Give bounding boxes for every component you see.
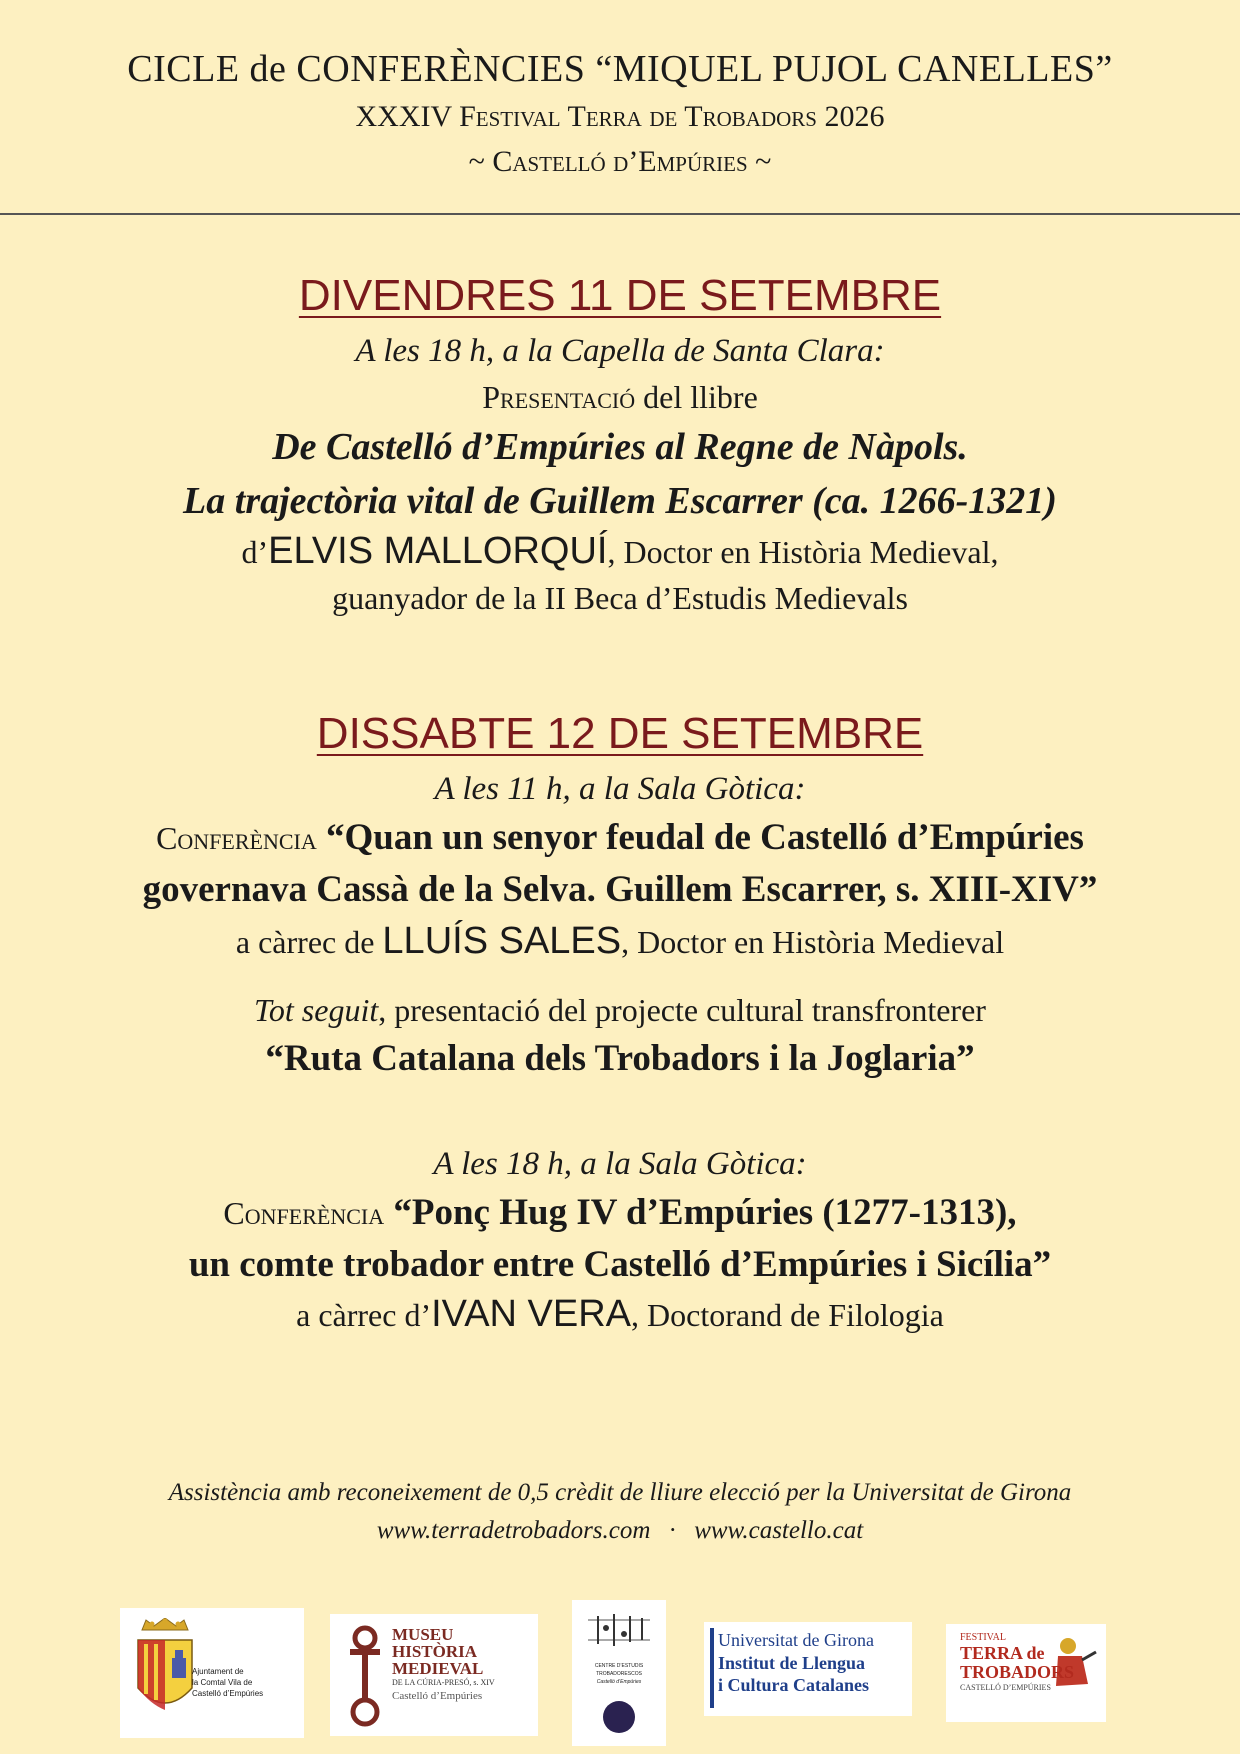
website-link-terra[interactable]: www.terradetrobadors.com [376,1517,651,1544]
day1-intro-rest: del llibre [635,379,758,415]
speaker-suffix: , Doctorand de Filologia [631,1297,944,1333]
conference-label: Conferència [223,1195,385,1231]
cycle-title: CICLE de CONFERÈNCIES “MIQUEL PUJOL CANELLES” [127,48,1113,90]
speaker-prefix: a càrrec de [235,924,383,960]
udg-bar [710,1628,714,1708]
speaker-name: LLUÍS SALES [382,920,622,962]
credit-note: Assistència amb reconeixement de 0,5 crèdit de lliure elecció per la Universitat de Girona [168,1479,1072,1506]
speaker-prefix: a càrrec d’ [296,1297,432,1333]
author-name: ELVIS MALLORQUÍ [268,530,608,572]
day1-author-line2: guanyador de la II Beca d’Estudis Medievals [332,580,908,616]
speaker-name: IVAN VERA [431,1293,632,1335]
author-suffix: , Doctor en Història Medieval, [607,534,999,570]
logo-centre-estudis [572,1600,666,1746]
separator-dot: · [669,1517,676,1544]
festival-text: FESTIVAL TERRA de TROBADORS CASTELLÓ D’EMPÚRIES [960,1632,1075,1692]
website-link-castello[interactable]: www.castello.cat [694,1517,864,1544]
town-title: ~ Castelló d’Empúries ~ [468,145,772,178]
day1-intro [0,374,1240,420]
day2-event1-title-line2: governava Cassà de la Selva. Guillem Escarrer, s. XIII-XIV” [142,869,1098,910]
day2-event3-title-line2: un comte trobador entre Castelló d’Empúries i Sicília” [188,1244,1052,1285]
header-divider [0,213,1240,215]
castello-coat-of-arms-icon [130,1618,200,1733]
day1-intro-label: Presentació [482,379,636,415]
day1-author [0,528,1240,575]
centre-text: CENTRE D’ESTUDIS TROBADORESCOS Castelló d’Empúries [594,1663,644,1685]
logo-udg [704,1622,912,1716]
music-notation-icon [584,1610,654,1650]
logo-ajuntament [120,1608,304,1738]
day1-section [0,268,1240,621]
book-title-line2: La trajectòria vital de Guillem Escarrer (ca. 1266-1321) [183,480,1057,522]
day1-date: DIVENDRES 11 DE SETEMBRE [298,271,942,320]
day2-event3-speaker [0,1291,1240,1338]
day2-event3-when: A les 18 h, a la Sala Gòtica: [433,1146,807,1182]
logo-museu [330,1614,538,1736]
event2-rest: , presentació del projecte cultural transfronterer [378,992,986,1028]
day2-date: DISSABTE 12 DE SETEMBRE [316,709,924,758]
day2-section [0,706,1240,1338]
ajuntament-text: Ajuntament de la Comtal Vila de Castelló d’Empúries [192,1667,264,1698]
speaker-suffix: , Doctor en Història Medieval [621,924,1005,960]
author-prefix: d’ [241,534,269,570]
footer [0,1474,1240,1550]
day2-event1-speaker [0,918,1240,965]
websites [0,1512,1240,1550]
day2-event2-intro [0,987,1240,1033]
round-badge-icon [602,1700,636,1734]
museu-text: MUSEU HISTÒRIA MEDIEVAL DE LA CÚRIA-PRESÓ, s. XIV Castelló d’Empúries [392,1625,495,1702]
event3-title-part1: “Ponç Hug IV d’Empúries (1277-1313), [393,1192,1017,1233]
museu-key-icon [340,1620,390,1730]
logo-festival [946,1624,1106,1722]
header [0,0,1240,184]
conference-label: Conferència [156,820,317,856]
book-title-line1: De Castelló d’Empúries al Regne de Nàpols. [272,426,968,468]
festival-title: XXXIV Festival Terra de Trobadors 2026 [355,100,885,133]
day1-when: A les 18 h, a la Capella de Santa Clara: [355,333,885,369]
day2-event1-when: A les 11 h, a la Sala Gòtica: [434,771,806,807]
sponsor-logos [0,1600,1240,1740]
event1-title-part1: “Quan un senyor feudal de Castelló d’Empúries [326,817,1084,858]
udg-text: Universitat de Girona Institut de Llengua i Cultura Catalanes [718,1630,874,1695]
day2-event1-title-line1 [0,812,1240,864]
day2-event3-title-line1 [0,1187,1240,1239]
event2-italic: Tot seguit [254,992,379,1028]
day2-event2-title: “Ruta Catalana dels Trobadors i la Joglaria” [265,1038,975,1079]
